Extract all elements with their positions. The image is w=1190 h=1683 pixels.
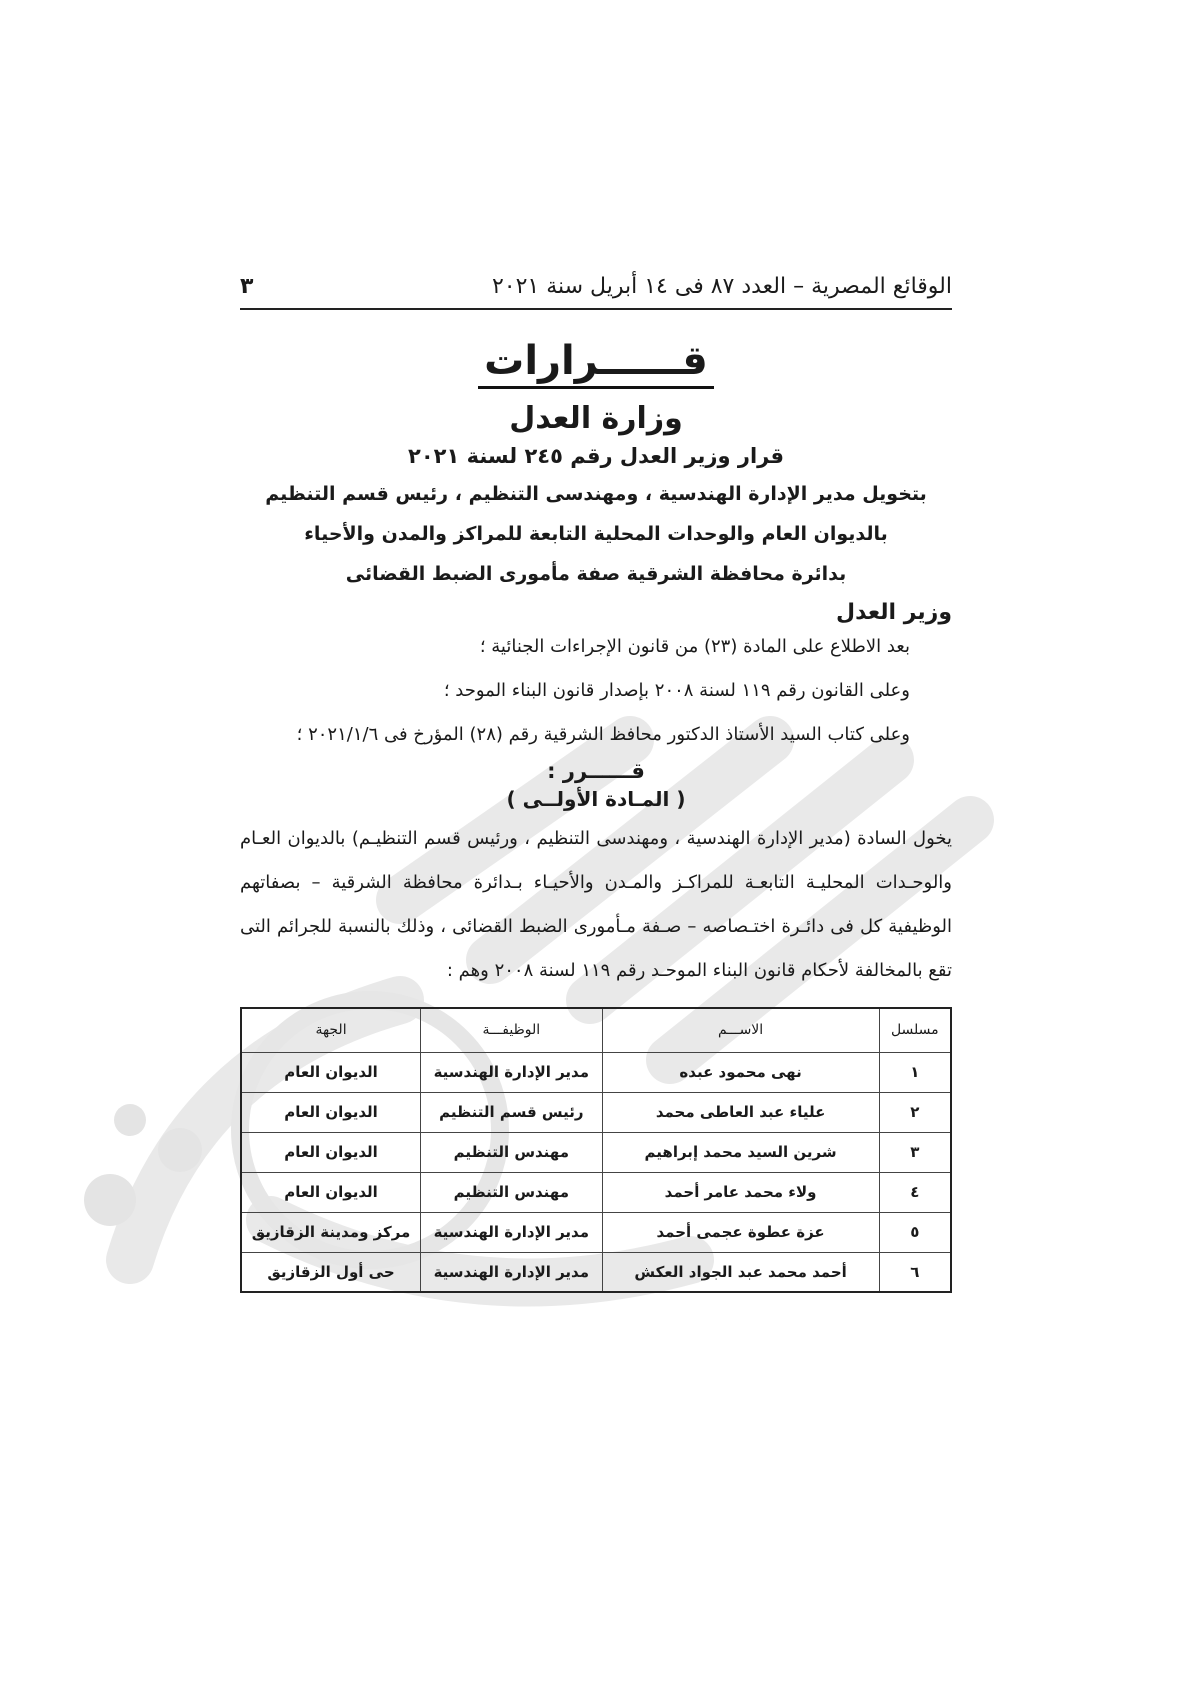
cell-name: عزة عطوة عجمى أحمد xyxy=(602,1212,879,1252)
gazette-issue-title: الوقائع المصرية – العدد ٨٧ فى ١٤ أبريل سنة ٢٠٢١ xyxy=(491,273,952,299)
preamble-line: وعلى القانون رقم ١١٩ لسنة ٢٠٠٨ بإصدار قانون البناء الموحد ؛ xyxy=(443,680,910,701)
cell-job: رئيس قسم التنظيم xyxy=(421,1092,603,1132)
cell-job: مدير الإدارة الهندسية xyxy=(421,1252,603,1292)
cell-body: الديوان العام xyxy=(241,1052,421,1092)
article-body: يخول السادة (مدير الإدارة الهندسية ، ومهندسى التنظيم ، ورئيس قسم التنظيـم) بالديوان العـام والوحـدات المحليـة التابعـة للمراكـز والمـدن والأحيـاء بـدائرة محافظة الشرقية – بصفاتهم الوظيفية كل فى دائـرة اختـصاصه – صـفة مـأمورى الضبط القضائى ، وذلك بالنسبة للجرائم التى تقع بالمخالفة لأحكام قانون البناء الموحـد رقم ١١٩ لسنة ٢٠٠٨ وهم : xyxy=(240,828,952,981)
cell-name: أحمد محمد عبد الجواد العكش xyxy=(602,1252,879,1292)
cell-name: شرين السيد محمد إبراهيم xyxy=(602,1132,879,1172)
cell-name: علياء عبد العاطى محمد xyxy=(602,1092,879,1132)
decree-title: قرار وزير العدل رقم ٢٤٥ لسنة ٢٠٢١ xyxy=(408,444,784,468)
cell-serial: ٢ xyxy=(879,1092,951,1132)
page-number: ٣ xyxy=(240,273,254,299)
header-body: الجهة xyxy=(241,1008,421,1052)
article-title: ( المـادة الأولــى ) xyxy=(506,787,686,811)
table-row xyxy=(241,1132,951,1172)
decided-heading: قــــــرر : xyxy=(547,759,645,783)
header-serial: مسلسل xyxy=(879,1008,951,1052)
cell-body: الديوان العام xyxy=(241,1172,421,1212)
table-row xyxy=(241,1212,951,1252)
cell-name: ولاء محمد عامر أحمد xyxy=(602,1172,879,1212)
subject-line: بدائرة محافظة الشرقية صفة مأمورى الضبط القضائى xyxy=(345,563,847,585)
minister-heading: وزير العدل xyxy=(836,600,952,625)
preamble xyxy=(240,625,952,757)
decree-subject xyxy=(240,474,952,594)
table-row xyxy=(241,1052,951,1092)
cell-serial: ٤ xyxy=(879,1172,951,1212)
cell-serial: ٦ xyxy=(879,1252,951,1292)
header-name: الاســـم xyxy=(602,1008,879,1052)
section-title xyxy=(240,338,952,389)
cell-job: مهندس التنظيم xyxy=(421,1172,603,1212)
page-header xyxy=(240,270,952,310)
preamble-line: وعلى كتاب السيد الأستاذ الدكتور محافظ الشرقية رقم (٢٨) المؤرخ فى ٢٠٢١/١/٦ ؛ xyxy=(296,724,910,745)
cell-job: مدير الإدارة الهندسية xyxy=(421,1052,603,1092)
cell-body: الديوان العام xyxy=(241,1092,421,1132)
cell-serial: ١ xyxy=(879,1052,951,1092)
subject-line: بتخويل مدير الإدارة الهندسية ، ومهندسى التنظيم ، رئيس قسم التنظيم xyxy=(265,483,927,505)
subject-line: بالديوان العام والوحدات المحلية التابعة للمراكز والمدن والأحياء xyxy=(304,523,888,545)
cell-body: الديوان العام xyxy=(241,1132,421,1172)
table-row xyxy=(241,1252,951,1292)
table-row xyxy=(241,1172,951,1212)
ministry-name: وزارة العدل xyxy=(509,401,683,436)
cell-serial: ٣ xyxy=(879,1132,951,1172)
cell-job: مهندس التنظيم xyxy=(421,1132,603,1172)
gazette-page xyxy=(240,270,952,1293)
table-header-row xyxy=(241,1008,951,1052)
cell-serial: ٥ xyxy=(879,1212,951,1252)
preamble-line: بعد الاطلاع على المادة (٢٣) من قانون الإجراءات الجنائية ؛ xyxy=(479,636,910,657)
section-title-text: قــــــرارات xyxy=(478,338,714,389)
officials-table xyxy=(240,1007,952,1293)
header-job: الوظيفـــة xyxy=(421,1008,603,1052)
cell-body: مركز ومدينة الزقازيق xyxy=(241,1212,421,1252)
cell-name: نهى محمود عبده xyxy=(602,1052,879,1092)
table-row xyxy=(241,1092,951,1132)
cell-body: حى أول الزقازيق xyxy=(241,1252,421,1292)
cell-job: مدير الإدارة الهندسية xyxy=(421,1212,603,1252)
